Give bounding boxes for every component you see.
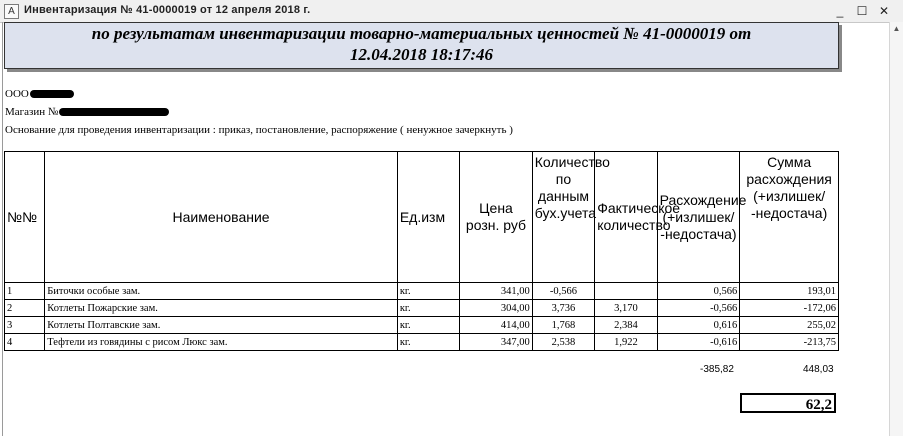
redaction-bar xyxy=(59,108,169,116)
cell-num: 4 xyxy=(5,334,45,351)
store-label: Магазин № xyxy=(5,106,59,118)
header-num: №№ xyxy=(5,152,45,283)
cell-num: 1 xyxy=(5,283,45,300)
app-icon: А xyxy=(4,4,19,19)
window-titlebar xyxy=(0,0,903,23)
scroll-up-arrow-icon[interactable]: ▲ xyxy=(892,24,901,33)
cell-diff-sum: 193,01 xyxy=(740,283,839,300)
cell-name: Котлеты Пожарские зам. xyxy=(45,300,398,317)
organization-line xyxy=(5,88,74,100)
basis-line: Основание для проведения инвентаризации : приказ, постановление, распоряжение ( ненужное зачеркнуть ) xyxy=(5,124,513,136)
table-row xyxy=(5,300,839,317)
cell-num: 2 xyxy=(5,300,45,317)
total-shortage: -385,82 xyxy=(700,364,734,375)
inventory-table xyxy=(4,151,839,351)
cell-actual-qty: 3,170 xyxy=(595,300,657,317)
minimize-button[interactable]: _ xyxy=(836,4,844,18)
cell-unit: кг. xyxy=(397,317,459,334)
cell-num: 3 xyxy=(5,317,45,334)
cell-unit: кг. xyxy=(397,300,459,317)
header-book-qty: Количество по данным бух.учета xyxy=(532,152,594,283)
cell-actual-qty xyxy=(595,283,657,300)
cell-actual-qty: 2,384 xyxy=(595,317,657,334)
header-diff: Расхождение (+излишек/ -недостача) xyxy=(657,152,740,283)
header-actual-qty: Фактическое количество xyxy=(595,152,657,283)
cell-unit: кг. xyxy=(397,283,459,300)
header-line-1: по результатам инвентаризации товарно-материальных ценностей № 41-0000019 от xyxy=(91,24,752,43)
document-header xyxy=(4,22,839,69)
table-row xyxy=(5,283,839,300)
cell-price: 341,00 xyxy=(460,283,533,300)
maximize-button[interactable]: ☐ xyxy=(856,4,868,18)
cell-book-qty: 1,768 xyxy=(532,317,594,334)
table-row xyxy=(5,317,839,334)
cell-name: Котлеты Полтавские зам. xyxy=(45,317,398,334)
cell-diff-sum: -213,75 xyxy=(740,334,839,351)
cell-book-qty: 3,736 xyxy=(532,300,594,317)
window-title: Инвентаризация № 41-0000019 от 12 апреля 2018 г. xyxy=(24,4,311,16)
total-surplus: 448,03 xyxy=(803,364,834,375)
cell-price: 414,00 xyxy=(460,317,533,334)
cell-book-qty: -0,566 xyxy=(532,283,594,300)
vertical-scrollbar[interactable] xyxy=(889,22,903,436)
total-result: 62,2 xyxy=(740,393,836,413)
organization-label: ООО xyxy=(5,88,29,100)
header-line-2: 12.04.2018 18:17:46 xyxy=(349,45,494,64)
cell-unit: кг. xyxy=(397,334,459,351)
cell-diff-sum: 255,02 xyxy=(740,317,839,334)
window-controls xyxy=(829,2,895,20)
cell-diff-sum: -172,06 xyxy=(740,300,839,317)
header-price: Цена розн. руб xyxy=(460,152,533,283)
cell-diff: -0,566 xyxy=(657,300,740,317)
redaction-bar xyxy=(30,90,74,98)
store-line xyxy=(5,106,169,118)
header-name: Наименование xyxy=(45,152,398,283)
close-button[interactable]: ✕ xyxy=(878,4,890,18)
cell-diff: 0,566 xyxy=(657,283,740,300)
cell-diff: 0,616 xyxy=(657,317,740,334)
header-unit: Ед.изм xyxy=(397,152,459,283)
cell-name: Биточки особые зам. xyxy=(45,283,398,300)
cell-name: Тефтели из говядины с рисом Люкс зам. xyxy=(45,334,398,351)
document-left-border xyxy=(2,22,3,436)
cell-diff: -0,616 xyxy=(657,334,740,351)
cell-book-qty: 2,538 xyxy=(532,334,594,351)
header-diff-sum: Сумма расхождения (+излишек/ -недостача) xyxy=(740,152,839,283)
cell-price: 347,00 xyxy=(460,334,533,351)
table-header-row xyxy=(5,152,839,283)
table-row xyxy=(5,334,839,351)
cell-actual-qty: 1,922 xyxy=(595,334,657,351)
cell-price: 304,00 xyxy=(460,300,533,317)
